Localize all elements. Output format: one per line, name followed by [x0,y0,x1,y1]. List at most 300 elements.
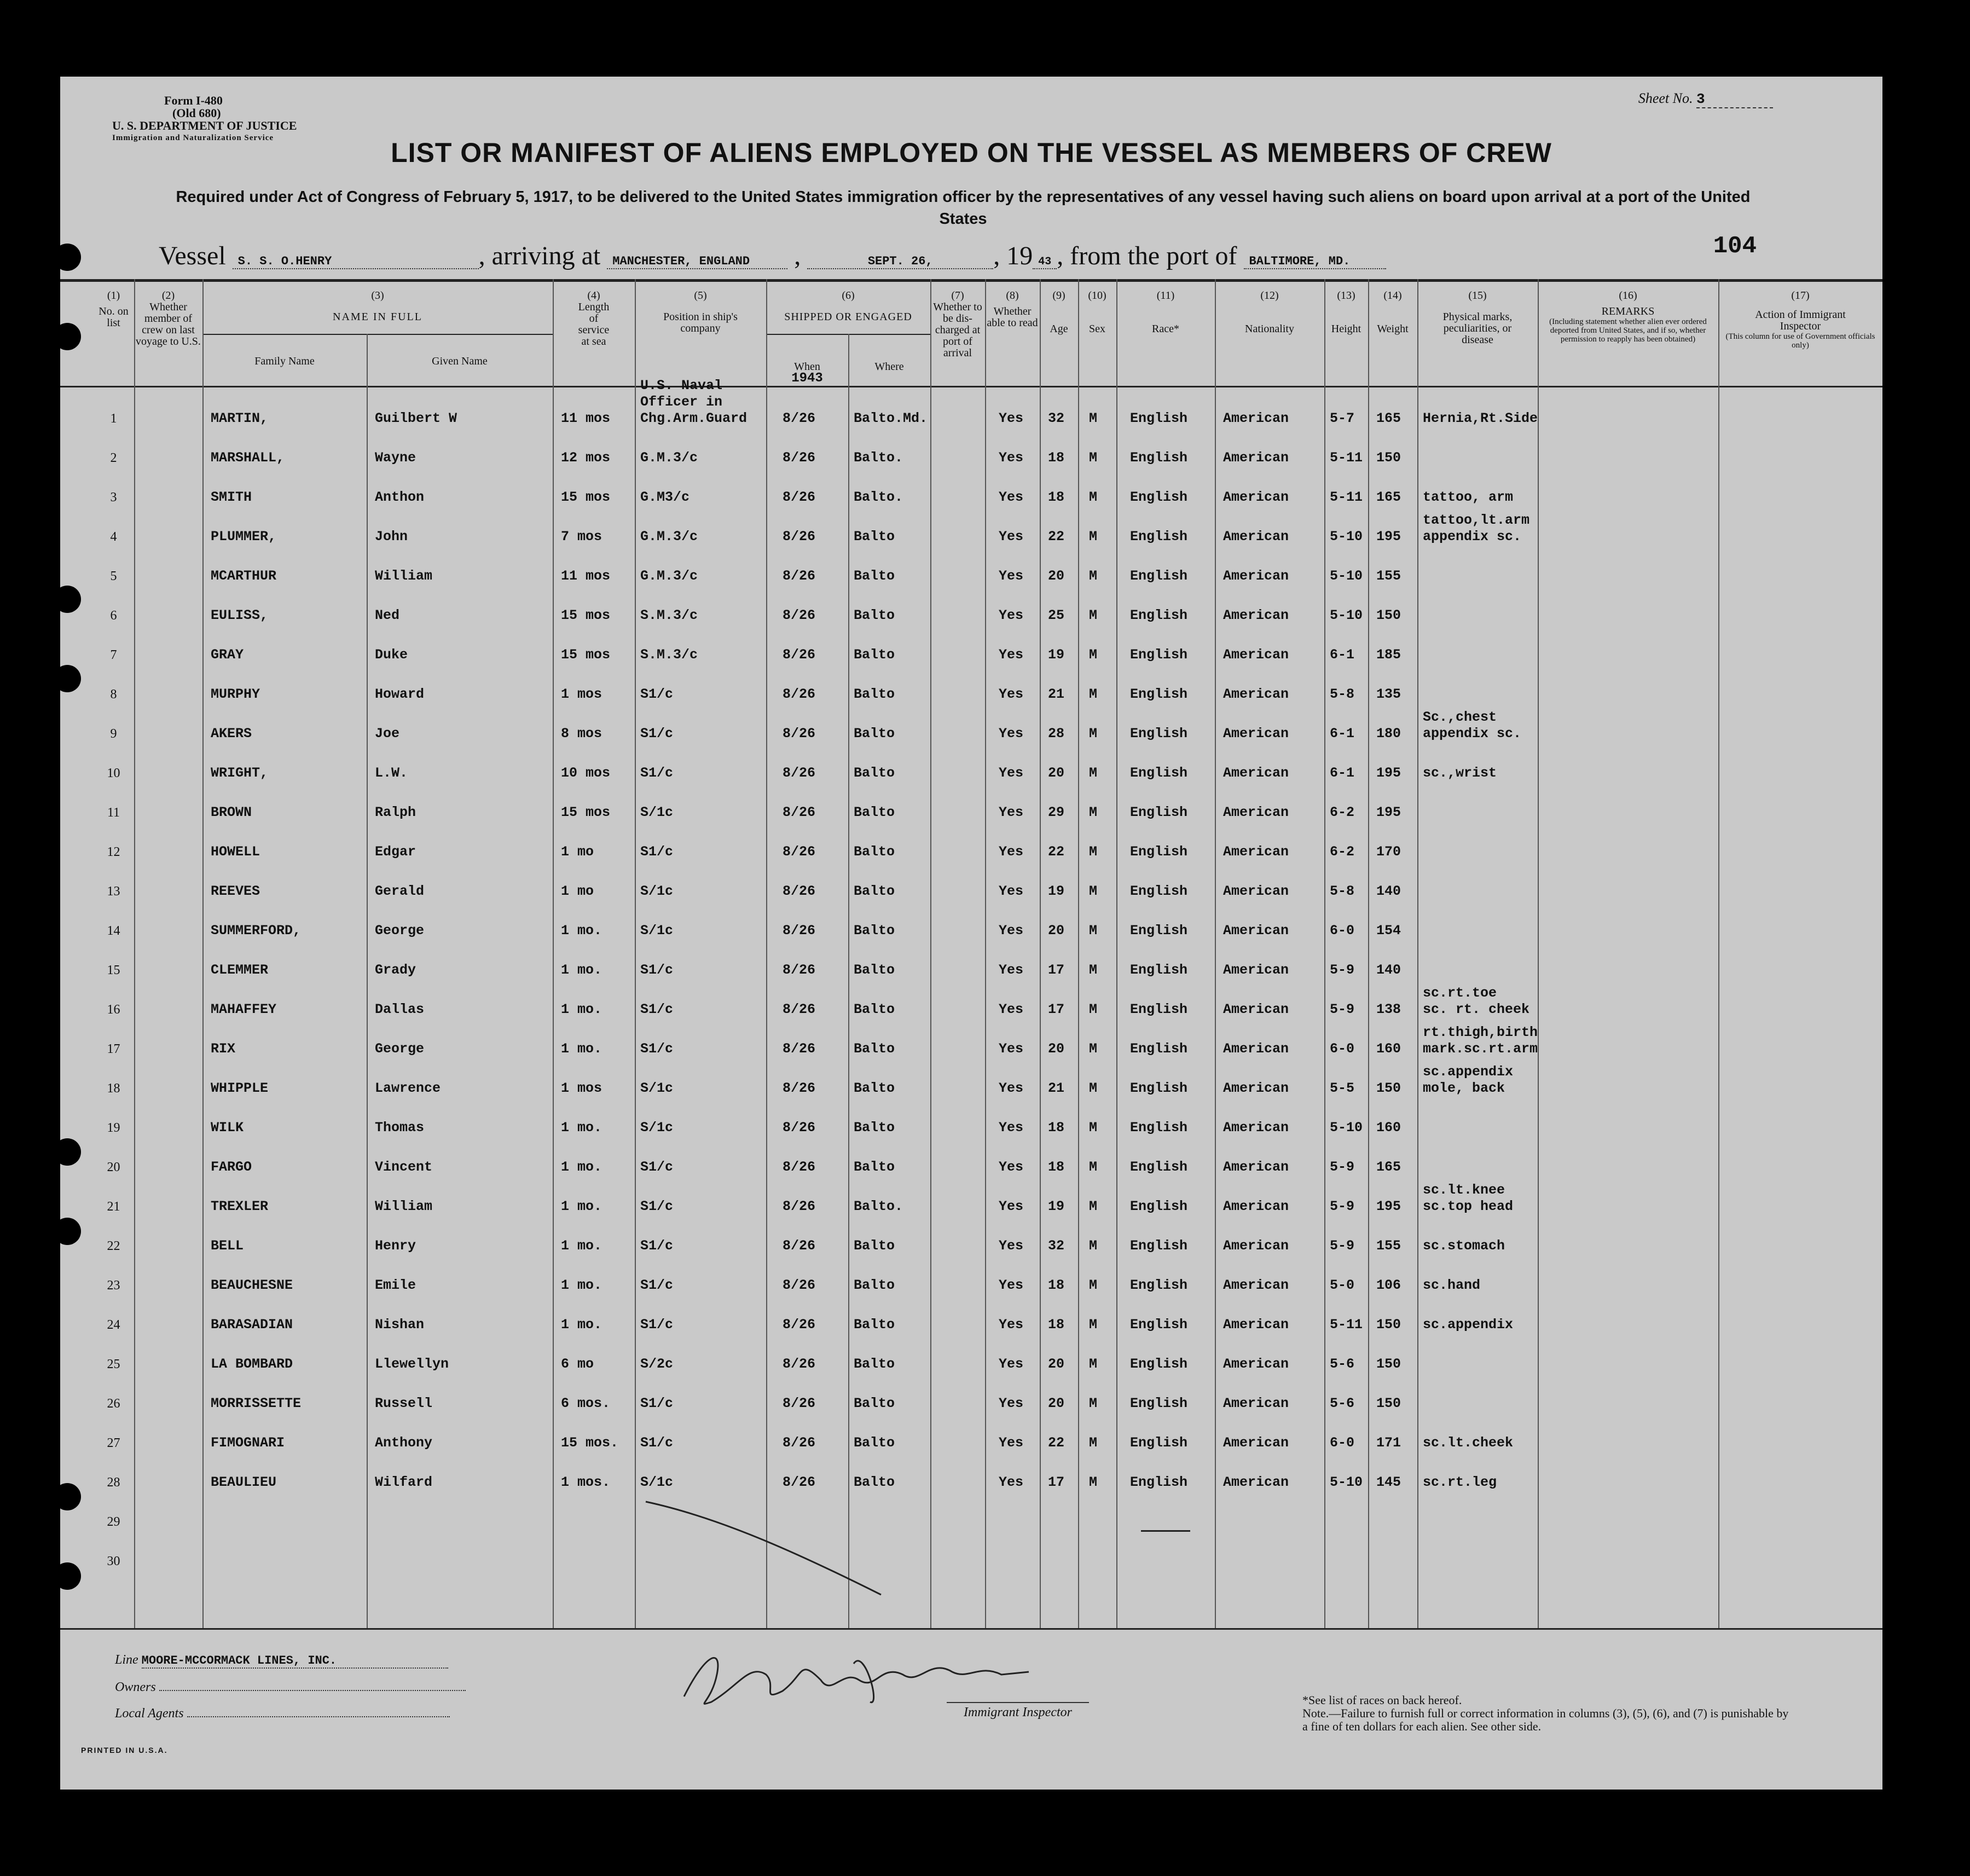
shipped-where-cell: Balto [854,726,895,742]
row-number: 5 [110,569,117,583]
col-15-label: Physical marks, peculiarities, or disease [1442,311,1513,346]
family-name-cell: LA BOMBARD [211,1356,293,1372]
col-4-header [553,290,635,348]
sex-cell: M [1089,1317,1098,1333]
physical-marks-cell: sc.hand [1423,1277,1481,1293]
weight-cell: 160 [1376,1041,1401,1057]
sex-cell: M [1089,450,1098,466]
position-cell: S/2c [640,1356,674,1372]
nationality-cell: American [1223,1159,1289,1175]
given-name-cell: George [375,923,425,939]
family-name-cell: BROWN [211,804,252,820]
shipped-where-cell: Balto [854,1356,895,1372]
age-cell: 17 [1048,1001,1065,1017]
able-to-read-cell: Yes [999,1474,1024,1490]
weight-cell: 150 [1376,1317,1401,1333]
given-name-cell: Guilbert W [375,410,457,426]
department: U. S. DEPARTMENT OF JUSTICE [112,119,297,132]
weight-cell: 150 [1376,1396,1401,1411]
age-cell: 21 [1048,686,1065,702]
length-of-service-cell: 1 mo. [561,1198,602,1214]
age-cell: 18 [1048,1277,1065,1293]
col-divider [1078,279,1079,1628]
family-name-cell: HOWELL [211,844,260,860]
age-cell: 25 [1048,607,1065,623]
able-to-read-cell: Yes [999,1277,1024,1293]
age-cell: 20 [1048,568,1065,584]
nationality-cell: American [1223,568,1289,584]
able-to-read-cell: Yes [999,1396,1024,1411]
given-name-cell: Llewellyn [375,1356,449,1372]
length-of-service-cell: 15 mos [561,607,611,623]
sex-cell: M [1089,923,1098,939]
race-cell: English [1130,883,1188,899]
nationality-cell: American [1223,1238,1289,1254]
col-7-label: Whether to be dis-charged at port of arrival [933,301,982,359]
weight-cell: 195 [1376,529,1401,545]
sex-cell: M [1089,765,1098,781]
age-cell: 18 [1048,1159,1065,1175]
shipped-when-cell: 8/26 [783,1356,816,1372]
nationality-cell: American [1223,1435,1289,1451]
col-divider [202,279,204,1628]
col-13-label: Height [1331,323,1361,335]
given-name-cell: Anthon [375,489,425,505]
age-cell: 19 [1048,1198,1065,1214]
position-cell: G.M3/c [640,489,690,505]
length-of-service-cell: 12 mos [561,450,611,466]
col-14-label: Weight [1377,323,1409,335]
col-17-sublabel: (This column for use of Government officials only) [1725,332,1875,350]
weight-cell: 165 [1376,1159,1401,1175]
length-of-service-cell: 1 mo. [561,1238,602,1254]
race-cell: English [1130,1080,1188,1096]
height-cell: 6-1 [1330,647,1355,663]
shipped-where-cell: Balto [854,1159,895,1175]
row-number: 27 [107,1436,120,1450]
given-name-cell: Russell [375,1396,433,1411]
sex-cell: M [1089,1238,1098,1254]
height-cell: 5-10 [1330,607,1363,623]
shipped-where-cell: Balto [854,765,895,781]
col-10-number: (10) [1088,289,1106,302]
row-number: 28 [107,1475,120,1490]
race-cell: English [1130,1120,1188,1136]
punch-hole [54,1218,81,1245]
from-port: BALTIMORE, MD. [1244,254,1386,269]
height-cell: 5-11 [1330,450,1363,466]
physical-marks-cell: sc.stomach [1423,1238,1505,1254]
shipped-when-cell: 8/26 [783,686,816,702]
page-number: 104 [1713,233,1757,260]
able-to-read-cell: Yes [999,962,1024,978]
punch-hole [54,1483,81,1510]
shipped-when-cell: 8/26 [783,923,816,939]
age-cell: 20 [1048,1041,1065,1057]
shipped-when-cell: 8/26 [783,1198,816,1214]
race-cell: English [1130,1238,1188,1254]
physical-marks-cell: sc.rt.toe sc. rt. cheek [1423,985,1530,1017]
row-number: 10 [107,766,120,780]
able-to-read-cell: Yes [999,1238,1024,1254]
col-2-number: (2) [161,289,175,302]
height-cell: 6-1 [1330,726,1355,742]
family-name-cell: REEVES [211,883,260,899]
family-name-cell: AKERS [211,726,252,742]
crew-table [93,279,1882,1724]
col-11-header [1116,290,1215,335]
row-number: 22 [107,1239,120,1253]
race-cell: English [1130,1474,1188,1490]
length-of-service-cell: 1 mo. [561,923,602,939]
position-cell: S/1c [640,1474,674,1490]
given-name-cell: Wayne [375,450,416,466]
race-cell: English [1130,804,1188,820]
length-of-service-cell: 8 mos [561,726,602,742]
length-of-service-cell: 1 mos. [561,1474,611,1490]
given-name-cell: L.W. [375,765,408,781]
length-of-service-cell: 6 mo [561,1356,594,1372]
weight-cell: 154 [1376,923,1401,939]
given-name-cell: Ralph [375,804,416,820]
footnote-penalty: Note.—Failure to furnish full or correct information in columns (3), (5), (6), and (7) is punishable by a fine of ten dollars for each alien. See other side. [1302,1706,1789,1733]
sheet-number [1638,90,1773,108]
length-of-service-cell: 1 mos [561,1080,602,1096]
nationality-cell: American [1223,923,1289,939]
punch-hole [54,323,81,350]
able-to-read-cell: Yes [999,844,1024,860]
position-cell: G.M.3/c [640,568,698,584]
age-cell: 19 [1048,883,1065,899]
shipped-where-cell: Balto [854,686,895,702]
weight-cell: 195 [1376,804,1401,820]
weight-cell: 171 [1376,1435,1401,1451]
weight-cell: 150 [1376,1080,1401,1096]
able-to-read-cell: Yes [999,1159,1024,1175]
family-name-cell: CLEMMER [211,962,269,978]
weight-cell: 145 [1376,1474,1401,1490]
given-name-cell: Emile [375,1277,416,1293]
punch-hole [54,1562,81,1590]
weight-cell: 160 [1376,1120,1401,1136]
line-field [115,1653,448,1669]
family-name-cell: BELL [211,1238,244,1254]
family-name-cell: RIX [211,1041,236,1057]
able-to-read-cell: Yes [999,1356,1024,1372]
physical-marks-cell: tattoo,lt.arm appendix sc. [1423,512,1530,545]
shipped-when-cell: 8/26 [783,410,816,426]
length-of-service-cell: 1 mo. [561,1277,602,1293]
punch-hole [54,1138,81,1166]
length-of-service-cell: 1 mo. [561,1317,602,1333]
position-cell: S1/c [640,1041,674,1057]
shipped-where-cell: Balto [854,962,895,978]
row-number: 24 [107,1318,120,1332]
given-name-cell: Thomas [375,1120,425,1136]
length-of-service-cell: 10 mos [561,765,611,781]
shipped-when-cell: 8/26 [783,489,816,505]
sex-cell: M [1089,1159,1098,1175]
family-name-cell: WILK [211,1120,244,1136]
age-cell: 18 [1048,1317,1065,1333]
weight-cell: 150 [1376,1356,1401,1372]
shipped-when-cell: 8/26 [783,1001,816,1017]
sex-cell: M [1089,1435,1098,1451]
given-name-cell: Edgar [375,844,416,860]
length-of-service-cell: 15 mos [561,489,611,505]
height-cell: 5-6 [1330,1396,1355,1411]
race-cell: English [1130,1277,1188,1293]
sex-cell: M [1089,1120,1098,1136]
weight-cell: 165 [1376,410,1401,426]
family-name-cell: BEAUCHESNE [211,1277,293,1293]
agents-label: Local Agents [115,1706,184,1721]
shipped-where-cell: Balto [854,923,895,939]
able-to-read-cell: Yes [999,1435,1024,1451]
able-to-read-cell: Yes [999,1317,1024,1333]
col-6-number: (6) [842,289,855,302]
sex-cell: M [1089,883,1098,899]
weight-cell: 185 [1376,647,1401,663]
weight-cell: 195 [1376,1198,1401,1214]
row-number: 25 [107,1357,120,1371]
nationality-cell: American [1223,883,1289,899]
col-14-number: (14) [1383,289,1402,302]
race-cell: English [1130,647,1188,663]
position-cell: S1/c [640,1435,674,1451]
table-bottom-rule [60,1628,1882,1630]
shipped-when-cell: 8/26 [783,804,816,820]
able-to-read-cell: Yes [999,529,1024,545]
able-to-read-cell: Yes [999,883,1024,899]
row-number: 7 [110,648,117,662]
col-divider [1718,279,1719,1628]
sheet-label: Sheet No. [1638,90,1693,106]
shipped-where-cell: Balto [854,568,895,584]
row-number: 16 [107,1003,120,1017]
physical-marks-cell: Sc.,chest appendix sc. [1423,709,1522,742]
position-cell: S/1c [640,804,674,820]
race-cell: English [1130,410,1188,426]
col-divider [930,279,931,1628]
height-cell: 5-9 [1330,1159,1355,1175]
given-name-cell: Joe [375,726,400,742]
sex-cell: M [1089,962,1098,978]
position-cell: S/1c [640,883,674,899]
family-name-cell: MARSHALL, [211,450,285,466]
manifest-sheet [60,77,1882,1790]
race-cell: English [1130,962,1188,978]
height-cell: 5-9 [1330,962,1355,978]
height-cell: 5-10 [1330,1474,1363,1490]
nationality-cell: American [1223,529,1289,545]
given-name-cell: Lawrence [375,1080,441,1096]
height-cell: 5-9 [1330,1238,1355,1254]
col-16-number: (16) [1619,289,1637,302]
shipped-where-cell: Balto. [854,489,903,505]
able-to-read-cell: Yes [999,489,1024,505]
age-cell: 22 [1048,1435,1065,1451]
col-10-label: Sex [1089,323,1105,335]
able-to-read-cell: Yes [999,686,1024,702]
given-name-cell: Gerald [375,883,425,899]
line-label: Line [115,1653,138,1667]
length-of-service-cell: 15 mos [561,647,611,663]
nationality-cell: American [1223,962,1289,978]
family-name-cell: PLUMMER, [211,529,277,545]
shipped-where-cell: Balto [854,1001,895,1017]
able-to-read-cell: Yes [999,765,1024,781]
physical-marks-cell: rt.thigh,birth mark.sc.rt.arm [1423,1024,1538,1057]
shipped-when-cell: 8/26 [783,1159,816,1175]
shipped-where-cell: Balto [854,607,895,623]
race-cell: English [1130,1001,1188,1017]
length-of-service-cell: 1 mo. [561,962,602,978]
weight-cell: 140 [1376,962,1401,978]
row-number: 13 [107,884,120,899]
position-cell: S1/c [640,1277,674,1293]
position-cell: S1/c [640,844,674,860]
position-cell: G.M.3/c [640,450,698,466]
row-number: 30 [107,1554,120,1568]
nationality-cell: American [1223,1277,1289,1293]
race-cell: English [1130,765,1188,781]
weight-cell: 150 [1376,450,1401,466]
height-cell: 5-9 [1330,1198,1355,1214]
col-2-label: Whether member of crew on last voyage to U.S. [136,301,201,348]
nationality-cell: American [1223,1198,1289,1214]
vessel-label: Vessel [159,241,226,270]
service-name: Immigration and Naturalization Service [112,134,274,142]
able-to-read-cell: Yes [999,607,1024,623]
race-cell: English [1130,1041,1188,1057]
nationality-cell: American [1223,726,1289,742]
col-3-family-header: Family Name [254,355,315,367]
form-old-number: (Old 680) [172,106,221,120]
col-divider [134,279,135,1628]
shipped-when-cell: 8/26 [783,962,816,978]
vessel-info: Vessel S. S. O.HENRY , arriving at MANCHESTER, ENGLAND , SEPT. 26, , 19 43 , from the port of BALTIMORE, MD. [159,241,1386,271]
length-of-service-cell: 11 mos [561,568,611,584]
col-12-number: (12) [1260,289,1279,302]
owners-field [115,1679,466,1695]
sex-cell: M [1089,1396,1098,1411]
height-cell: 5-6 [1330,1356,1355,1372]
age-cell: 20 [1048,1396,1065,1411]
shipped-when-cell: 8/26 [783,647,816,663]
able-to-read-cell: Yes [999,726,1024,742]
nationality-cell: American [1223,1001,1289,1017]
shipped-where-cell: Balto [854,1396,895,1411]
col-7-header [930,290,985,359]
nationality-cell: American [1223,686,1289,702]
shipped-when-cell: 8/26 [783,607,816,623]
length-of-service-cell: 1 mo. [561,1001,602,1017]
col-17-label: Action of Immigrant Inspector [1755,309,1846,332]
family-name-cell: TREXLER [211,1198,269,1214]
row-number: 26 [107,1397,120,1411]
physical-marks-cell: sc.appendix mole, back [1423,1064,1514,1096]
row-number: 15 [107,963,120,977]
shipped-where-cell: Balto [854,1277,895,1293]
shipped-when-cell: 8/26 [783,1435,816,1451]
given-name-cell: Vincent [375,1159,433,1175]
position-cell: U.S. Naval Officer in Chg.Arm.Guard [640,378,748,426]
owners-label: Owners [115,1680,156,1694]
shipped-where-cell: Balto [854,1120,895,1136]
table-top-rule [60,279,1882,282]
weight-cell: 106 [1376,1277,1401,1293]
given-name-cell: William [375,568,433,584]
col-1-number: (1) [107,289,120,302]
vessel-name: S. S. O.HENRY [233,254,479,269]
nationality-cell: American [1223,765,1289,781]
shipped-when-cell: 8/26 [783,1080,816,1096]
able-to-read-cell: Yes [999,450,1024,466]
col-12-header [1215,290,1324,335]
position-cell: S1/c [640,686,674,702]
row-number: 9 [110,727,117,741]
footnote-races: *See list of races on back hereof. [1302,1693,1462,1707]
age-cell: 29 [1048,804,1065,820]
length-of-service-cell: 1 mo [561,883,594,899]
position-cell: S1/c [640,962,674,978]
nationality-cell: American [1223,450,1289,466]
race-cell: English [1130,686,1188,702]
form-number: Form I-480 [164,94,223,107]
row-number: 1 [110,412,117,426]
row-number: 18 [107,1081,120,1096]
col-divider [1040,279,1041,1628]
race-cell: English [1130,529,1188,545]
nationality-cell: American [1223,607,1289,623]
length-of-service-cell: 1 mo. [561,1041,602,1057]
length-of-service-cell: 1 mo. [561,1159,602,1175]
given-name-cell: Nishan [375,1317,425,1333]
col-15-header [1417,290,1538,346]
shipped-where-cell: Balto. [854,450,903,466]
row-number: 20 [107,1160,120,1174]
physical-marks-cell: sc.lt.knee sc.top head [1423,1182,1514,1214]
age-cell: 20 [1048,765,1065,781]
col-16-sublabel: (Including statement whether alien ever ordered deported from United States, and if so, whether permission to reapply has been obtained) [1549,317,1707,344]
height-cell: 5-0 [1330,1277,1355,1293]
arriving-label: , arriving at [478,241,601,270]
row-number: 12 [107,845,120,859]
col-9-number: (9) [1052,289,1065,302]
able-to-read-cell: Yes [999,1198,1024,1214]
shipped-where-cell: Balto.Md. [854,410,928,426]
length-of-service-cell: 11 mos [561,410,611,426]
height-cell: 5-7 [1330,410,1355,426]
nationality-cell: American [1223,1080,1289,1096]
row-number: 14 [107,924,120,938]
position-cell: S1/c [640,1317,674,1333]
from-label: , from the port of [1057,241,1237,270]
height-cell: 6-1 [1330,765,1355,781]
position-cell: S1/c [640,1396,674,1411]
row-number: 2 [110,451,117,465]
nationality-cell: American [1223,647,1289,663]
row-number: 3 [110,490,117,505]
height-cell: 5-8 [1330,883,1355,899]
col-1-label: No. on list [99,305,129,329]
shipped-where-cell: Balto [854,529,895,545]
race-cell: English [1130,1198,1188,1214]
weight-cell: 140 [1376,883,1401,899]
col-6-header [766,290,930,323]
col-5-label: Position in ship's company [663,311,738,334]
